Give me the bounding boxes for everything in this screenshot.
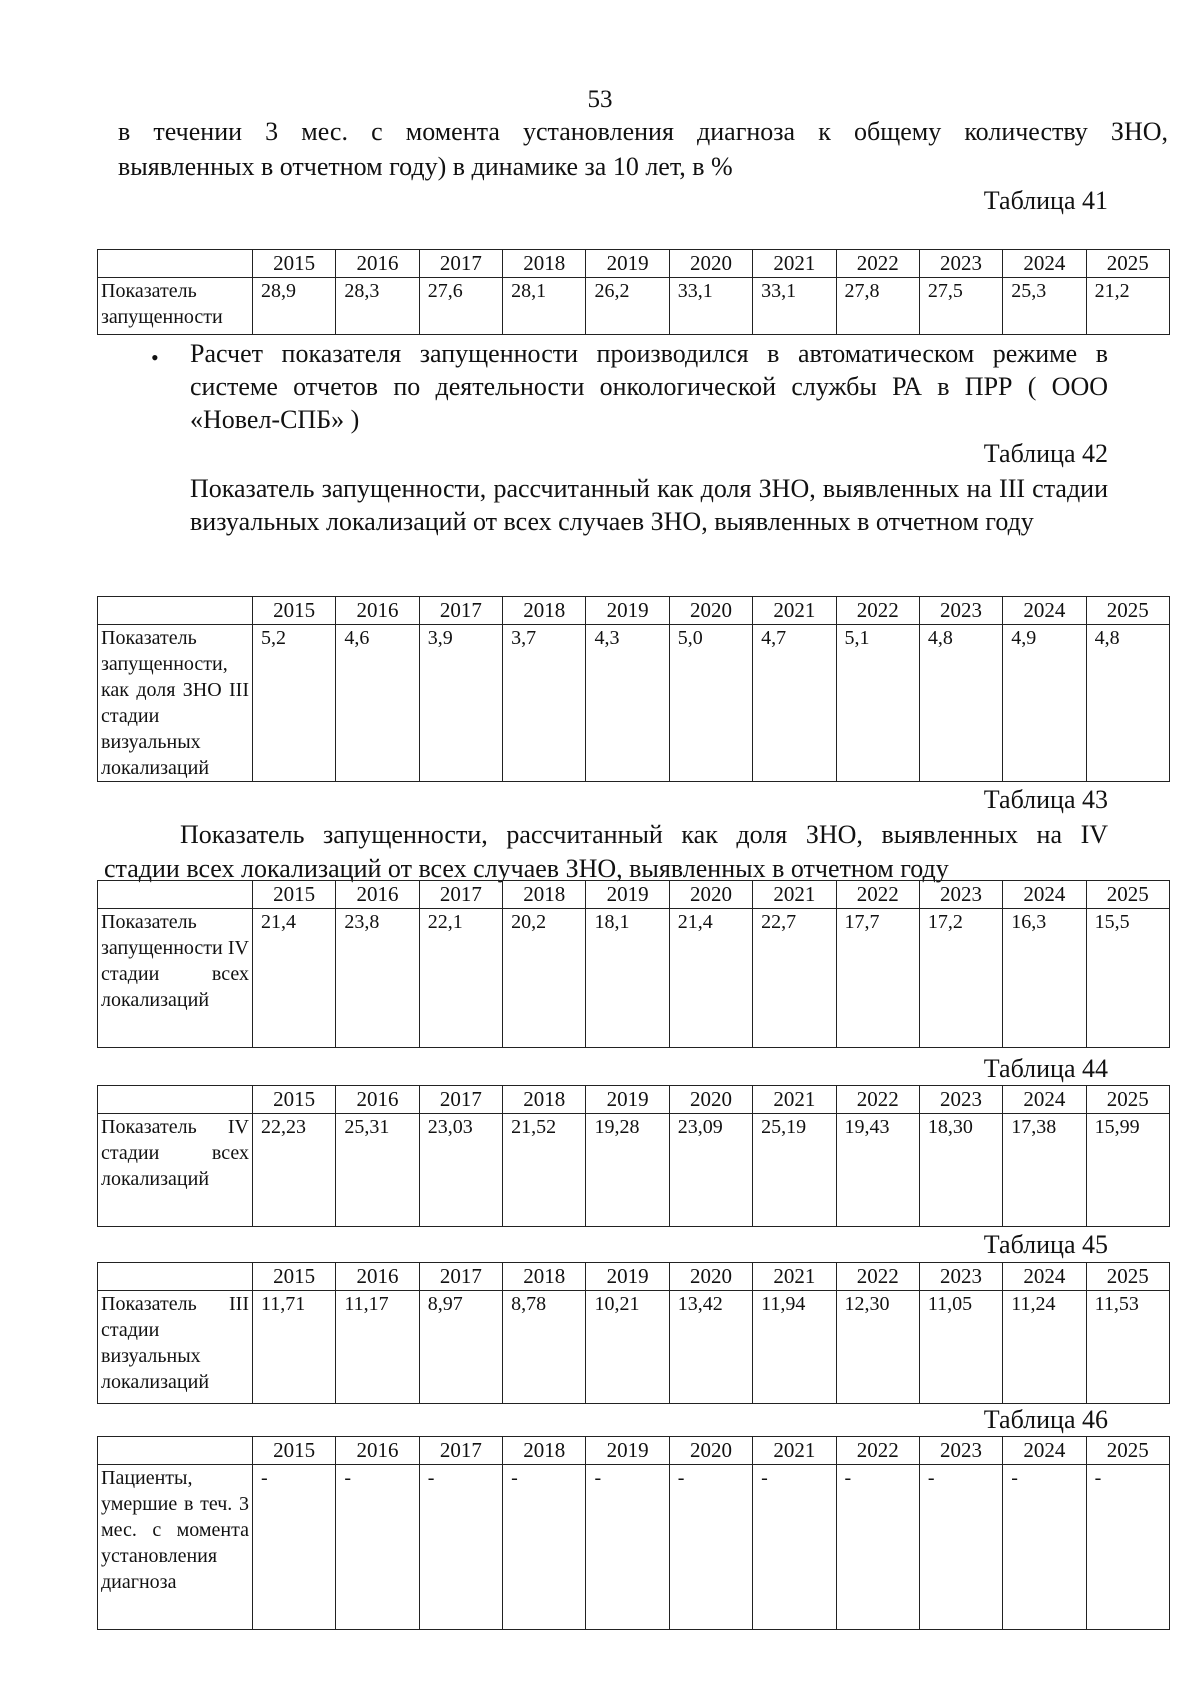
table-46-value-2021: - (753, 1465, 836, 1630)
table-46-year-2018: 2018 (503, 1437, 586, 1465)
table-46-year-2016: 2016 (336, 1437, 419, 1465)
table-45-value-2018: 8,78 (503, 1291, 586, 1404)
table-45-corner-cell (98, 1263, 253, 1291)
table-43-year-2021: 2021 (753, 881, 836, 909)
table-43-corner-cell (98, 881, 253, 909)
table-46-value-2015: - (253, 1465, 336, 1630)
table-44 (97, 1085, 1170, 1227)
table-43-header-row (98, 881, 1170, 909)
table-46-value-2024: - (1003, 1465, 1086, 1630)
table-41-value-2024: 25,3 (1003, 278, 1086, 335)
table-42-value-2020: 5,0 (669, 625, 752, 782)
table-42-value-2023: 4,8 (919, 625, 1002, 782)
table-42-year-2016: 2016 (336, 597, 419, 625)
table-42-year-2024: 2024 (1003, 597, 1086, 625)
table-42-value-2016: 4,6 (336, 625, 419, 782)
table-42-year-2022: 2022 (836, 597, 919, 625)
table-46-value-2022: - (836, 1465, 919, 1630)
table-41-year-2017: 2017 (419, 250, 502, 278)
table-41-year-2021: 2021 (753, 250, 836, 278)
table-45-value-2015: 11,71 (253, 1291, 336, 1404)
table-41-value-2018: 28,1 (503, 278, 586, 335)
table-45-value-2023: 11,05 (919, 1291, 1002, 1404)
table-43-data-row (98, 909, 1170, 1048)
table-42-year-2025: 2025 (1086, 597, 1169, 625)
table-43-value-2024: 16,3 (1003, 909, 1086, 1048)
table-46-year-2017: 2017 (419, 1437, 502, 1465)
table-41-year-2024: 2024 (1003, 250, 1086, 278)
table-46-value-2025: - (1086, 1465, 1169, 1630)
table-46-year-2015: 2015 (253, 1437, 336, 1465)
table-46-year-2024: 2024 (1003, 1437, 1086, 1465)
table-46-year-2021: 2021 (753, 1437, 836, 1465)
page-number: 53 (587, 86, 613, 113)
table-44-year-2023: 2023 (919, 1086, 1002, 1114)
table-46-year-2020: 2020 (669, 1437, 752, 1465)
table-41-data-row (98, 278, 1170, 335)
table-43-title-line-2: стадии всех локализаций от всех случаев ЗНО, выявленных в отчетном году (104, 854, 949, 883)
table-42-row-label: Показатель запущенности, как доля ЗНО III стадии визуальных локализаций (98, 625, 253, 782)
table-42-value-2019: 4,3 (586, 625, 669, 782)
table-44-header-row (98, 1086, 1170, 1114)
bullet-text: Расчет показателя запущенности производился в автоматическом режиме в системе отчетов по деятельности онкологической службы РА в ПРР ( ООО «Новел-СПБ» ) (190, 339, 1108, 434)
table-44-value-2019: 19,28 (586, 1114, 669, 1227)
bullet-dot: • (151, 345, 159, 370)
table-44-year-2022: 2022 (836, 1086, 919, 1114)
table-44-year-2018: 2018 (503, 1086, 586, 1114)
table-44-value-2015: 22,23 (253, 1114, 336, 1227)
table-42-value-2022: 5,1 (836, 625, 919, 782)
table-45-year-2017: 2017 (419, 1263, 502, 1291)
table-45-year-2022: 2022 (836, 1263, 919, 1291)
table-44-value-2016: 25,31 (336, 1114, 419, 1227)
table-46-year-2025: 2025 (1086, 1437, 1169, 1465)
table-43-year-2024: 2024 (1003, 881, 1086, 909)
table-46-caption: Таблица 46 (983, 1405, 1108, 1434)
table-46-year-2019: 2019 (586, 1437, 669, 1465)
table-45-value-2016: 11,17 (336, 1291, 419, 1404)
table-41-caption: Таблица 41 (983, 186, 1108, 215)
table-41-year-2018: 2018 (503, 250, 586, 278)
table-46-year-2023: 2023 (919, 1437, 1002, 1465)
table-45-year-2024: 2024 (1003, 1263, 1086, 1291)
table-41-header-row (98, 250, 1170, 278)
table-44-caption: Таблица 44 (983, 1054, 1108, 1083)
table-42-value-2025: 4,8 (1086, 625, 1169, 782)
table-44-year-2019: 2019 (586, 1086, 669, 1114)
table-41-year-2020: 2020 (669, 250, 752, 278)
table-41-year-2015: 2015 (253, 250, 336, 278)
intro-line-2: выявленных в отчетном году) в динамике за 10 лет, в % (118, 152, 733, 181)
table-41-row-label: Показатель запущенности (98, 278, 253, 335)
table-43-year-2022: 2022 (836, 881, 919, 909)
table-44-value-2018: 21,52 (503, 1114, 586, 1227)
table-46-header-row (98, 1437, 1170, 1465)
table-45-year-2016: 2016 (336, 1263, 419, 1291)
table-42-year-2015: 2015 (253, 597, 336, 625)
table-45-year-2020: 2020 (669, 1263, 752, 1291)
table-43-year-2020: 2020 (669, 881, 752, 909)
table-42-value-2018: 3,7 (503, 625, 586, 782)
table-42-value-2015: 5,2 (253, 625, 336, 782)
table-41-value-2022: 27,8 (836, 278, 919, 335)
table-42-year-2019: 2019 (586, 597, 669, 625)
table-44-year-2021: 2021 (753, 1086, 836, 1114)
table-42-year-2018: 2018 (503, 597, 586, 625)
table-42-year-2017: 2017 (419, 597, 502, 625)
table-44-year-2020: 2020 (669, 1086, 752, 1114)
table-42-year-2020: 2020 (669, 597, 752, 625)
table-41-value-2023: 27,5 (919, 278, 1002, 335)
table-43-value-2018: 20,2 (503, 909, 586, 1048)
table-43-value-2021: 22,7 (753, 909, 836, 1048)
table-44-value-2021: 25,19 (753, 1114, 836, 1227)
table-45-value-2017: 8,97 (419, 1291, 502, 1404)
table-45 (97, 1262, 1170, 1404)
table-43-caption: Таблица 43 (983, 785, 1108, 814)
table-41-value-2017: 27,6 (419, 278, 502, 335)
table-44-value-2025: 15,99 (1086, 1114, 1169, 1227)
table-44-value-2024: 17,38 (1003, 1114, 1086, 1227)
table-42-year-2023: 2023 (919, 597, 1002, 625)
table-45-year-2018: 2018 (503, 1263, 586, 1291)
table-41-value-2015: 28,9 (253, 278, 336, 335)
table-45-year-2025: 2025 (1086, 1263, 1169, 1291)
table-42-caption: Таблица 42 (983, 439, 1108, 468)
table-45-year-2021: 2021 (753, 1263, 836, 1291)
table-42-corner-cell (98, 597, 253, 625)
table-43-year-2023: 2023 (919, 881, 1002, 909)
table-44-value-2017: 23,03 (419, 1114, 502, 1227)
table-43 (97, 880, 1170, 1048)
table-43-value-2022: 17,7 (836, 909, 919, 1048)
table-46-value-2023: - (919, 1465, 1002, 1630)
table-45-data-row (98, 1291, 1170, 1404)
table-44-corner-cell (98, 1086, 253, 1114)
table-41-year-2016: 2016 (336, 250, 419, 278)
table-42-header-row (98, 597, 1170, 625)
table-42-value-2021: 4,7 (753, 625, 836, 782)
table-43-value-2025: 15,5 (1086, 909, 1169, 1048)
table-46-data-row (98, 1465, 1170, 1630)
table-44-value-2022: 19,43 (836, 1114, 919, 1227)
table-43-value-2016: 23,8 (336, 909, 419, 1048)
table-41-corner-cell (98, 250, 253, 278)
table-44-value-2020: 23,09 (669, 1114, 752, 1227)
table-44-value-2023: 18,30 (919, 1114, 1002, 1227)
table-41-year-2022: 2022 (836, 250, 919, 278)
table-44-year-2015: 2015 (253, 1086, 336, 1114)
table-41 (97, 249, 1170, 335)
table-42 (97, 596, 1170, 782)
table-43-value-2020: 21,4 (669, 909, 752, 1048)
table-46-value-2016: - (336, 1465, 419, 1630)
table-45-value-2019: 10,21 (586, 1291, 669, 1404)
table-43-value-2017: 22,1 (419, 909, 502, 1048)
table-46-corner-cell (98, 1437, 253, 1465)
table-43-year-2025: 2025 (1086, 881, 1169, 909)
table-42-year-2021: 2021 (753, 597, 836, 625)
table-44-data-row (98, 1114, 1170, 1227)
table-46-year-2022: 2022 (836, 1437, 919, 1465)
table-42-value-2024: 4,9 (1003, 625, 1086, 782)
table-41-year-2023: 2023 (919, 250, 1002, 278)
table-45-header-row (98, 1263, 1170, 1291)
table-41-value-2021: 33,1 (753, 278, 836, 335)
table-46-value-2018: - (503, 1465, 586, 1630)
table-43-year-2019: 2019 (586, 881, 669, 909)
table-41-year-2019: 2019 (586, 250, 669, 278)
table-41-value-2016: 28,3 (336, 278, 419, 335)
table-45-year-2023: 2023 (919, 1263, 1002, 1291)
intro-line-1: в течении 3 мес. с момента установления диагноза к общему количеству ЗНО, (118, 117, 1168, 146)
table-46-value-2019: - (586, 1465, 669, 1630)
table-44-row-label: Показатель IV стадии всех локализаций (98, 1114, 253, 1227)
table-43-title-line-1: Показатель запущенности, рассчитанный как доля ЗНО, выявленных на IV (180, 820, 1108, 849)
table-45-value-2021: 11,94 (753, 1291, 836, 1404)
table-46-row-label: Пациенты, умершие в теч. 3 мес. с момента установления диагноза (98, 1465, 253, 1630)
table-46-value-2017: - (419, 1465, 502, 1630)
table-43-year-2016: 2016 (336, 881, 419, 909)
table-45-caption: Таблица 45 (983, 1230, 1108, 1259)
table-45-value-2025: 11,53 (1086, 1291, 1169, 1404)
table-45-value-2020: 13,42 (669, 1291, 752, 1404)
table-45-year-2015: 2015 (253, 1263, 336, 1291)
table-43-value-2019: 18,1 (586, 909, 669, 1048)
table-41-value-2020: 33,1 (669, 278, 752, 335)
table-45-year-2019: 2019 (586, 1263, 669, 1291)
table-45-value-2024: 11,24 (1003, 1291, 1086, 1404)
table-46-value-2020: - (669, 1465, 752, 1630)
table-42-title: Показатель запущенности, рассчитанный как доля ЗНО, выявленных на III стадии визуальных локализаций от всех случаев ЗНО, выявленных в отчетном году (190, 474, 1108, 536)
table-43-value-2015: 21,4 (253, 909, 336, 1048)
table-41-value-2019: 26,2 (586, 278, 669, 335)
table-45-row-label: Показатель III стадии визуальных локализаций (98, 1291, 253, 1404)
table-44-year-2017: 2017 (419, 1086, 502, 1114)
table-43-year-2015: 2015 (253, 881, 336, 909)
table-42-value-2017: 3,9 (419, 625, 502, 782)
table-41-value-2025: 21,2 (1086, 278, 1169, 335)
table-44-year-2024: 2024 (1003, 1086, 1086, 1114)
table-43-row-label: Показатель запущенности IV стадии всех локализаций (98, 909, 253, 1048)
table-44-year-2016: 2016 (336, 1086, 419, 1114)
table-46 (97, 1436, 1170, 1630)
table-42-data-row (98, 625, 1170, 782)
table-43-value-2023: 17,2 (919, 909, 1002, 1048)
table-45-value-2022: 12,30 (836, 1291, 919, 1404)
table-44-year-2025: 2025 (1086, 1086, 1169, 1114)
table-43-year-2018: 2018 (503, 881, 586, 909)
table-41-year-2025: 2025 (1086, 250, 1169, 278)
table-43-year-2017: 2017 (419, 881, 502, 909)
